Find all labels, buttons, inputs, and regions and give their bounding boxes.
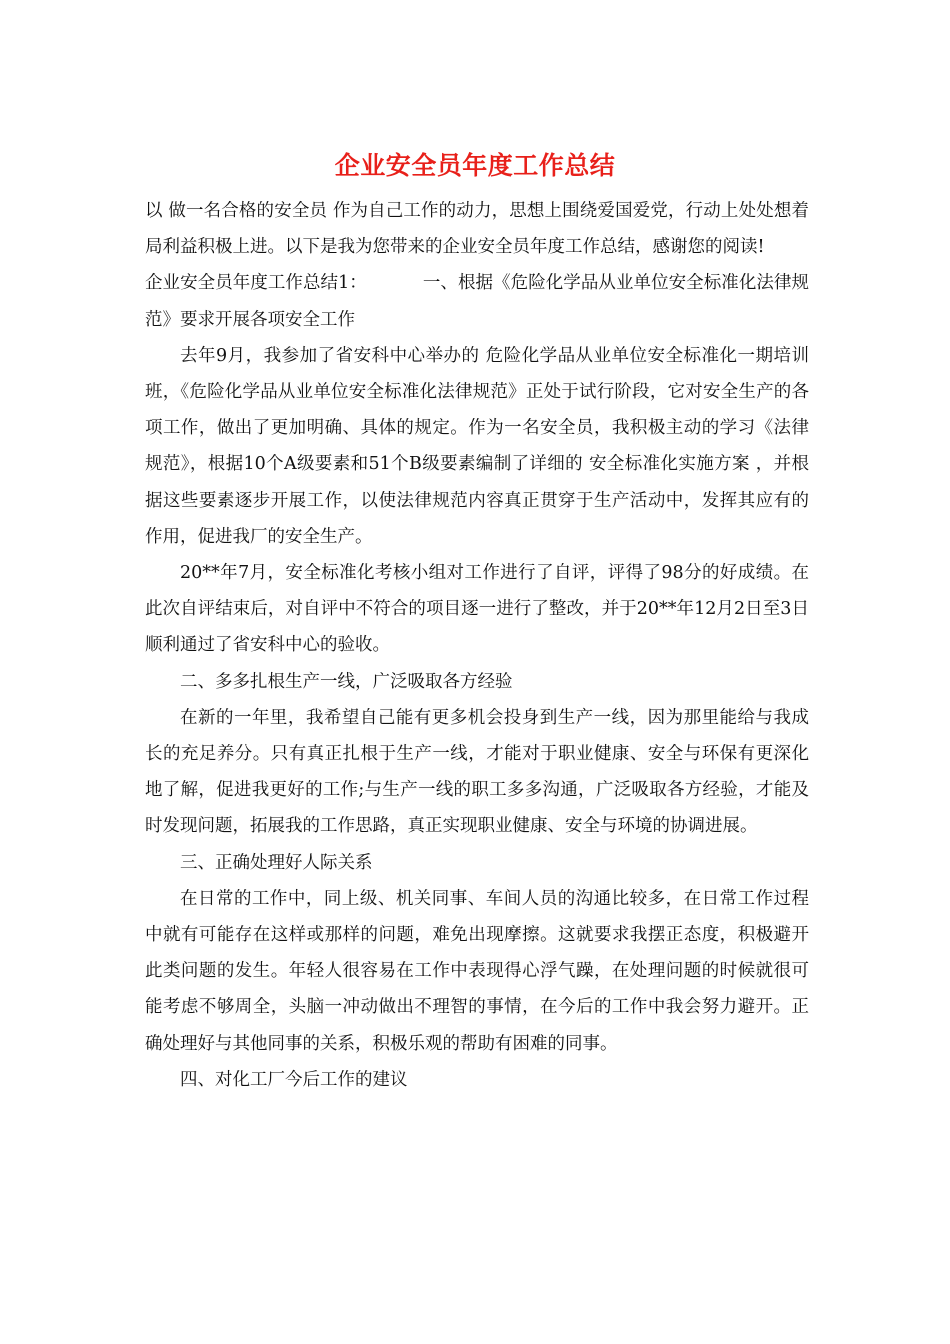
intro-paragraph: 以 做一名合格的安全员 作为自己工作的动力，思想上围绕爱国爱党，行动上处处想着局利益积极上进。以下是我为您带来的企业安全员年度工作总结，感谢您的阅读!	[145, 201, 809, 258]
paragraph-1: 去年9月，我参加了省安科中心举办的 危险化学品从业单位安全标准化一期培训班，《危险化学品从业单位安全标准化法律规范》正处于试行阶段，它对安全生产的各项工作，做出了更加明确、具体的规定。作为一名安全员，我积极主动的学习《法律规范》，根据10个A级要素和51个B级要素编制了详细的 安全标准化实施方案 ，并根据这些要素逐步开展工作，以使法律规范内容真正贯穿于生产活动中，发挥其应有的作用，促进我厂的安全生产。	[145, 345, 809, 547]
section1-heading: 一、根据《危险化学品从业单位安全标准化法律规范》要求开展各项安全工作	[145, 273, 809, 330]
summary-label: 企业安全员年度工作总结1：	[145, 273, 367, 294]
paragraph-2: 20**年7月，安全标准化考核小组对工作进行了自评，评得了98分的好成绩。在此次自评结束后，对自评中不符合的项目逐一进行了整改，并于20**年12月2日至3日顺利通过了省安科中心的验收。	[145, 563, 809, 656]
section4-heading: 四、对化工厂今后工作的建议	[180, 1069, 408, 1090]
paragraph-3: 在新的一年里，我希望自己能有更多机会投身到生产一线，因为那里能给与我成长的充足养分。只有真正扎根于生产一线，才能对于职业健康、安全与环保有更深化地了解，促进我更好的工作;与生产一线的职工多多沟通，广泛吸取各方经验，才能及时发现问题，拓展我的工作思路，真正实现职业健康、安全与环境的协调进展。	[145, 707, 809, 837]
section3-heading: 三、正确处理好人际关系	[180, 852, 373, 873]
section2-heading: 二、多多扎根生产一线，广泛吸取各方经验	[180, 671, 513, 692]
summary-label-line	[145, 265, 809, 337]
document-body	[145, 193, 809, 1098]
paragraph-4: 在日常的工作中，同上级、机关同事、车间人员的沟通比较多，在日常工作过程中就有可能存在这样或那样的问题，难免出现摩擦。这就要求我摆正态度，积极避开此类问题的发生。年轻人很容易在工作中表现得心浮气躁，在处理问题的时候就很可能考虑不够周全，头脑一冲动做出不理智的事情，在今后的工作中我会努力避开。正确处理好与其他同事的关系，积极乐观的帮助有困难的同事。	[145, 888, 809, 1054]
document-title: 企业安全员年度工作总结	[334, 151, 616, 180]
